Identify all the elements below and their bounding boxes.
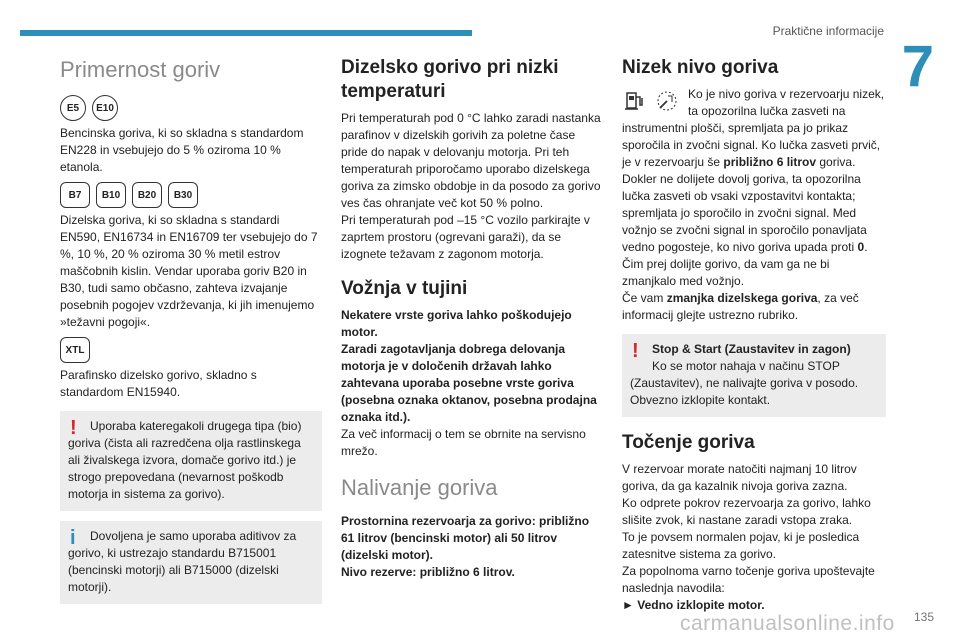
- warning-lamp-icons: [622, 88, 680, 114]
- chapter-number: 7: [901, 34, 934, 99]
- low-fuel-text-4: Če vam zmanjka dizelskega goriva, za več informacij glejte ustrezno rubriko.: [622, 291, 859, 322]
- diesel-description: Dizelska goriva, ki so skladna s standardi EN590, EN16734 in EN16709 ter vsebujejo do 7 %, 10 %, 20 % oziroma 30 % metil estrov maščobnih kislin. Vendar uporaba goriv B20 in B30, tudi samo občasno, zahteva izvajanje posebnih pogojev vzdrževanja, ki jih imenujemo »težavni pogoji«.: [60, 213, 318, 329]
- abroad-bold-1: Nekatere vrste goriva lahko poškodujejo motor.: [341, 308, 572, 339]
- petrol-description: Bencinska goriva, ki so skladna s standardom EN228 in vsebujejo do 5 % oziroma 10 % etanola.: [60, 126, 304, 174]
- warning-text: Uporaba kateregakoli drugega tipa (bio) goriva (čista ali razredčena olja rastlinskega ali živalskega izvora, domače gorivo itd.) je strogo prepovedana (nevarnost poškodb motorja in sistema za gorivo).: [68, 419, 302, 501]
- abroad-bold-2: Zaradi zagotavljanja dobrega delovanja motorja je v določenih državah lahko zahtevana uporaba posebne vrste goriva (posebna oznaka oktanov, posebna prodajna oznaka itd.).: [341, 342, 597, 424]
- column-diesel-travel-refuel: [341, 56, 605, 587]
- stop-start-text: Ko se motor nahaja v načinu STOP (Zaustavitev), ne nalivajte goriva v posodo. Obvezno izklopite kontakt.: [630, 359, 859, 407]
- header-bar: [20, 30, 472, 36]
- fuel-pump-icon: [622, 88, 648, 114]
- info-note-additives: [60, 521, 322, 604]
- diesel-badges: [60, 182, 322, 208]
- pouring-text-1: V rezervoar morate natočiti najmanj 10 litrov goriva, da ga kazalnik nivoja goriva zazna.: [622, 462, 857, 493]
- fuel-badge-b10: B10: [96, 182, 126, 208]
- abroad-text: Za več informacij o tem se obrnite na servisno mrežo.: [341, 427, 586, 458]
- column-low-fuel: [622, 56, 886, 620]
- exclamation-icon: !: [70, 417, 77, 439]
- low-temp-text-1: Pri temperaturah pod 0 °C lahko zaradi nastanka parafinov v dizelskih gorivih za poletne čase pride do napak v delovanju motorja. Pri teh temperaturah priporočamo uporabo dizelskega goriva za zimsko obdobje in da posodo za gorivo ves čas ohranjate več kot 50 % polno.: [341, 111, 601, 210]
- fuel-badge-b7: B7: [60, 182, 90, 208]
- fuel-badge-b30: B30: [168, 182, 198, 208]
- xtl-badges: [60, 337, 322, 363]
- arrow-icon: ►: [622, 598, 634, 612]
- heading-fuel-pouring: Točenje goriva: [622, 432, 755, 453]
- page-number: 135: [913, 610, 934, 624]
- exclamation-icon: !: [632, 340, 639, 362]
- fuel-badge-xtl: XTL: [60, 337, 90, 363]
- low-fuel-text-3: Čim prej dolijte gorivo, da vam ga ne bi zmanjkalo med vožnjo.: [622, 257, 830, 288]
- low-temp-text-2: Pri temperaturah pod –15 °C vozilo parkirajte v zaprtem prostoru (ogrevani garaži), da se izognete težavam z zagonom motorja.: [341, 213, 590, 261]
- tank-capacity: Prostornina rezervoarja za gorivo: približno 61 litrov (bencinski motor) ali 50 litrov (dizelski motor).: [341, 514, 590, 562]
- fuel-badge-e10: E10: [92, 95, 118, 121]
- fuel-badge-b20: B20: [132, 182, 162, 208]
- heading-low-fuel: Nizek nivo goriva: [622, 57, 779, 78]
- column-fuel-compatibility: [60, 56, 322, 614]
- stop-start-title: Stop & Start (Zaustavitev in zagon): [652, 342, 851, 356]
- fuel-gauge-icon: [654, 88, 680, 114]
- heading-fuel-compatibility: Primernost goriv: [60, 57, 221, 82]
- low-fuel-text-1: Ko je nivo goriva v rezervoarju nizek, ta opozorilna lučka zasveti na instrumentni plošči, spremljata pa jo prikaz sporočila in zvočni signal. Ko lučka zasveti prvič, je v rezervoarju še približno 6 litrov goriva.: [622, 87, 885, 169]
- section-title: Praktične informacije: [772, 24, 884, 38]
- info-text: Dovoljena je samo uporaba aditivov za gorivo, ki ustrezajo standardu B715001 (bencinski motorji) ali B715000 (dizelski motorji).: [68, 529, 297, 594]
- pouring-text-4: Za popolnoma varno točenje goriva upoštevajte naslednja navodila:: [622, 564, 875, 595]
- pouring-text-2: Ko odprete pokrov rezervoarja za gorivo, lahko slišite zvok, ki nastane zaradi vstopa zraka.: [622, 496, 871, 527]
- pouring-text-3: To je povsem normalen pojav, ki je posledica zatesnitve sistema za gorivo.: [622, 530, 860, 561]
- heading-refuelling: Nalivanje goriva: [341, 475, 498, 500]
- low-fuel-text-2: Dokler ne dolijete dovolj goriva, ta opozorilna lučka zasveti ob vsaki vzpostavitvi kontakta; spremljata jo sporočilo in zvočni signal. Med vožnjo se zvočni signal in sporočilo ponavljata vedno pogosteje, ko nivo goriva upada proti 0.: [622, 172, 868, 254]
- fuel-badge-e5: E5: [60, 95, 86, 121]
- step-switch-off-engine: ► Vedno izklopite motor.: [622, 598, 765, 612]
- heading-diesel-low-temp: Dizelsko gorivo pri nizki temperaturi: [341, 57, 559, 102]
- reserve-level: Nivo rezerve: približno 6 litrov.: [341, 565, 515, 579]
- watermark: carmanualsonline.info: [680, 612, 895, 635]
- warning-note-stop-start: [622, 334, 886, 417]
- heading-driving-abroad: Vožnja v tujini: [341, 278, 468, 299]
- warning-note-fuel-types: [60, 411, 322, 511]
- xtl-description: Parafinsko dizelsko gorivo, skladno s standardom EN15940.: [60, 368, 257, 399]
- info-icon: i: [70, 527, 76, 549]
- petrol-badges: [60, 95, 322, 121]
